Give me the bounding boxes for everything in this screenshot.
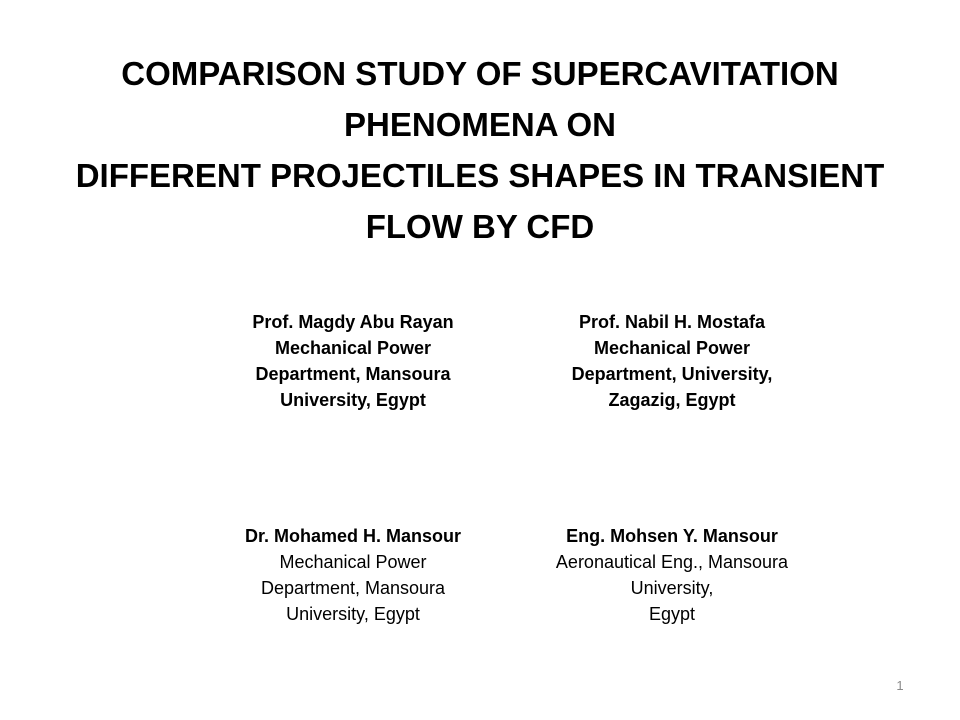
author-affiliation-line: Zagazig, Egypt xyxy=(608,390,736,410)
title-line: DIFFERENT PROJECTILES SHAPES IN TRANSIENT xyxy=(75,157,885,194)
author-block-mostafa xyxy=(547,309,797,413)
author-affiliation-line: University, xyxy=(630,578,714,598)
author-affiliation-line: Mechanical Power xyxy=(274,338,432,358)
slide-title xyxy=(60,48,900,252)
author-affiliation-line: Mechanical Power xyxy=(279,552,427,572)
author-block-mohamed-mansour xyxy=(228,523,478,627)
author-name: Prof. Nabil H. Mostafa xyxy=(578,312,766,332)
author-block-abu-rayan xyxy=(228,309,478,413)
author-block-mohsen-mansour xyxy=(547,523,797,627)
author-affiliation-line: Egypt xyxy=(648,604,696,624)
page-number: 1 xyxy=(896,678,904,693)
author-affiliation-line: University, Egypt xyxy=(280,390,426,410)
author-name: Dr. Mohamed H. Mansour xyxy=(244,526,462,546)
author-affiliation-line: Department, Mansoura xyxy=(255,364,451,384)
title-line: FLOW BY CFD xyxy=(365,208,595,245)
author-affiliation-line: Aeronautical Eng., Mansoura xyxy=(555,552,789,572)
author-affiliation-line: Mechanical Power xyxy=(593,338,751,358)
author-affiliation-line: Department, Mansoura xyxy=(260,578,446,598)
author-name: Prof. Magdy Abu Rayan xyxy=(252,312,454,332)
author-affiliation-line: Department, University, xyxy=(571,364,773,384)
author-name: Eng. Mohsen Y. Mansour xyxy=(566,526,778,546)
title-line: COMPARISON STUDY OF SUPERCAVITATION xyxy=(121,55,839,92)
author-affiliation-line: University, Egypt xyxy=(286,604,420,624)
title-line: PHENOMENA ON xyxy=(344,106,616,143)
